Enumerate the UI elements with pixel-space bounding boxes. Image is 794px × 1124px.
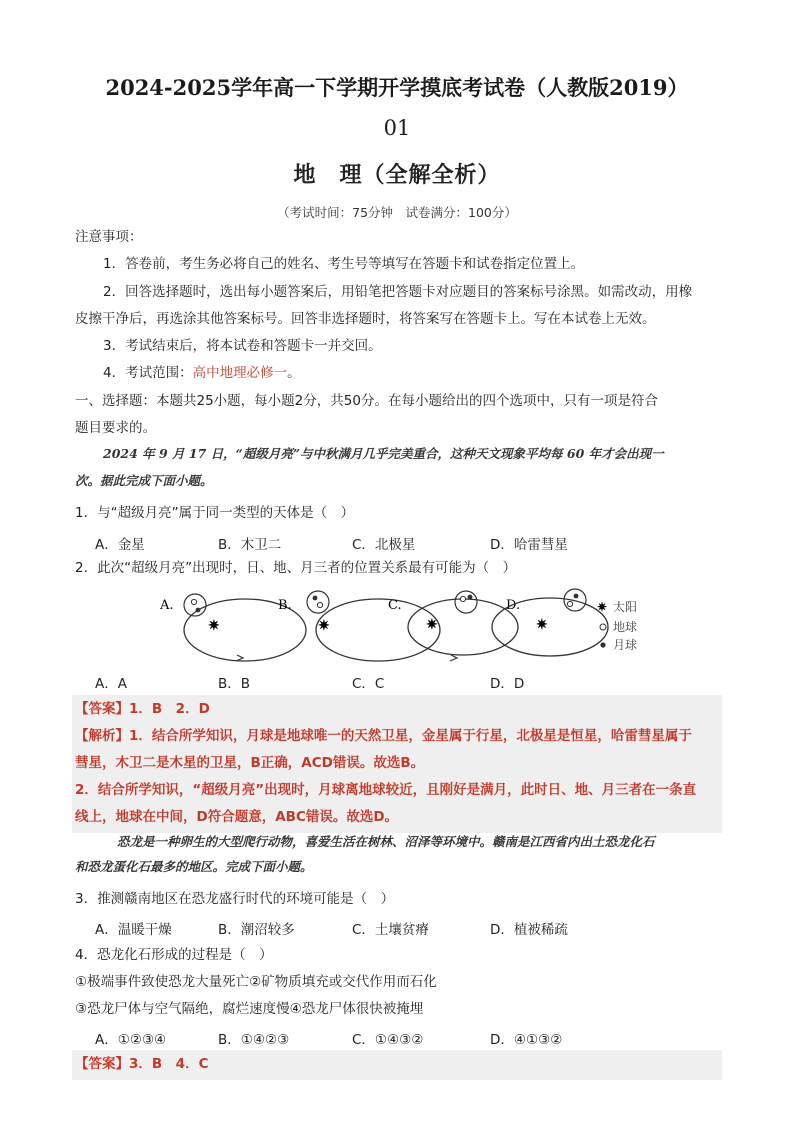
q4-statements-1: ①极端事件致使恐龙大量死亡②矿物质填充或交代作用而石化: [75, 974, 437, 990]
subject-heading: 地 理（全解全析）: [293, 163, 501, 188]
q3-option-a[interactable]: A．温暖干燥: [95, 922, 172, 938]
note-4: 4．考试范围：高中地理必修一。: [103, 365, 301, 381]
exam-scope: 高中地理必修一: [192, 365, 288, 381]
orbit-ellipse-d: [492, 598, 608, 656]
note-3: 3．考试结束后，将本试卷和答题卡一并交回。: [103, 338, 382, 354]
q2-stem: 2．此次“超级月亮”出现时，日、地、月三者的位置关系最有可能为（ ）: [75, 560, 517, 576]
note-2-line1: 2．回答选择题时，选出每小题答案后，用铅笔把答题卡对应题目的答案标号涂黑。如需改动，用橡: [103, 284, 693, 300]
q1-stem: 1．与“超级月亮”属于同一类型的天体是（ ）: [75, 505, 355, 521]
q4-option-b[interactable]: B．①④②③: [218, 1032, 290, 1048]
q4-statements-2: ③恐龙尸体与空气隔绝，腐烂速度慢④恐龙尸体很快被掩埋: [75, 1001, 424, 1017]
moon-a: [196, 608, 201, 613]
explanation-1-line1: 【解析】1．结合所学知识，月球是地球唯一的天然卫星，金星属于行星，北极星是恒星，哈雷彗星属于: [75, 728, 692, 744]
q2-option-d[interactable]: D．D: [490, 676, 525, 692]
diagram-label-b: B.: [278, 598, 292, 613]
sun-a: ✷: [208, 618, 220, 634]
answer-3-4: 【答案】3．B 4．C: [75, 1056, 209, 1072]
legend-earth-label: 地球: [613, 620, 638, 634]
passage1-line2: 次。据此完成下面小题。: [75, 473, 213, 488]
q2-option-b[interactable]: B．B: [218, 676, 251, 692]
q4-option-a[interactable]: A．①②③④: [95, 1032, 167, 1048]
orbit-arrow-b: [450, 655, 457, 661]
diagram-label-a: A.: [160, 598, 174, 613]
q1-option-c[interactable]: C．北极星: [352, 537, 416, 553]
q4-stem: 4．恐龙化石形成的过程是（ ）: [75, 947, 273, 963]
sun-c: ✷: [426, 617, 438, 633]
orbit-diagram: [150, 585, 650, 665]
q2-option-a[interactable]: A．A: [95, 676, 127, 692]
sun-d: ✷: [536, 617, 548, 633]
moon-orbit-d: [564, 589, 586, 611]
passage1-line1: 2024 年 9 月 17 日，“超级月亮”与中秋满月几乎完美重合，这种天文现象平均每 60 年才会出现一: [103, 446, 664, 461]
legend-moon-label: 月球: [613, 638, 638, 652]
sun-b: ✷: [318, 618, 330, 634]
passage2-line2: 和恐龙蛋化石最多的地区。完成下面小题。: [75, 859, 313, 874]
q2-option-c[interactable]: C．C: [352, 676, 385, 692]
q1-option-d[interactable]: D．哈雷彗星: [490, 537, 568, 553]
q4-option-d[interactable]: D．④①③②: [490, 1032, 563, 1048]
diagram-label-d: D.: [506, 598, 521, 613]
note-2-line2: 皮擦干净后，再选涂其他答案标号。回答非选择题时，将答案写在答题卡上。写在本试卷上无效。: [75, 311, 656, 327]
diagram-label-c: C.: [388, 598, 402, 613]
legend-sun-label: 太阳: [613, 600, 638, 614]
q4-option-c[interactable]: C．①④③②: [352, 1032, 424, 1048]
moon-d: [574, 594, 579, 599]
section1-line2: 题目要求的。: [75, 420, 156, 436]
orbit-arrow-a: [236, 655, 243, 661]
orbit-ellipse-c: [408, 598, 521, 655]
moon-b: [313, 596, 318, 601]
exam-info: （考试时间：75分钟 试卷满分：100分）: [277, 205, 517, 220]
q3-option-d[interactable]: D．植被稀疏: [490, 922, 568, 938]
q3-option-c[interactable]: C．土壤贫瘠: [352, 922, 429, 938]
earth-a: [191, 599, 196, 604]
explanation-2-line1: 2．结合所学知识，“超级月亮”出现时，月球离地球较近，且刚好是满月，此时日、地、月三者在一条直: [75, 782, 697, 798]
earth-c: [460, 596, 465, 601]
exam-title: 2024-2025学年高一下学期开学摸底考试卷（人教版2019）: [105, 75, 689, 100]
q1-option-a[interactable]: A．金星: [95, 537, 145, 553]
notes-heading: 注意事项：: [75, 229, 143, 245]
answer-1-2: 【答案】1．B 2．D: [75, 701, 210, 717]
explanation-2-line2: 线上，地球在中间，D符合题意，ABC错误。故选D。: [75, 809, 399, 825]
q3-option-b[interactable]: B．潮沼较多: [218, 922, 295, 938]
q1-option-b[interactable]: B．木卫二: [218, 537, 282, 553]
passage2-line1: 恐龙是一种卵生的大型爬行动物，喜爱生活在树林、沼泽等环境中。赣南是江西省内出土恐龙化石: [117, 834, 655, 849]
legend-earth-icon: [600, 624, 606, 630]
explanation-1-line2: 彗星，木卫二是木星的卫星，B正确，ACD错误。故选B。: [75, 755, 425, 771]
legend-moon-icon: [600, 642, 605, 647]
moon-orbit-b: [307, 591, 329, 613]
moon-orbit-c: [455, 591, 477, 613]
note-1: 1．答卷前，考生务必将自己的姓名、考生号等填写在答题卡和试卷指定位置上。: [103, 256, 585, 272]
earth-d: [567, 601, 572, 606]
moon-c: [468, 595, 473, 600]
legend-sun-icon: ✷: [597, 600, 608, 614]
q3-stem: 3．推测赣南地区在恐龙盛行时代的环境可能是（ ）: [75, 891, 395, 907]
section1-line1: 一、选择题：本题共25小题，每小题2分，共50分。在每小题给出的四个选项中，只有一项是符合: [75, 393, 658, 409]
exam-title-number: 01: [383, 116, 411, 140]
earth-b: [317, 602, 322, 607]
